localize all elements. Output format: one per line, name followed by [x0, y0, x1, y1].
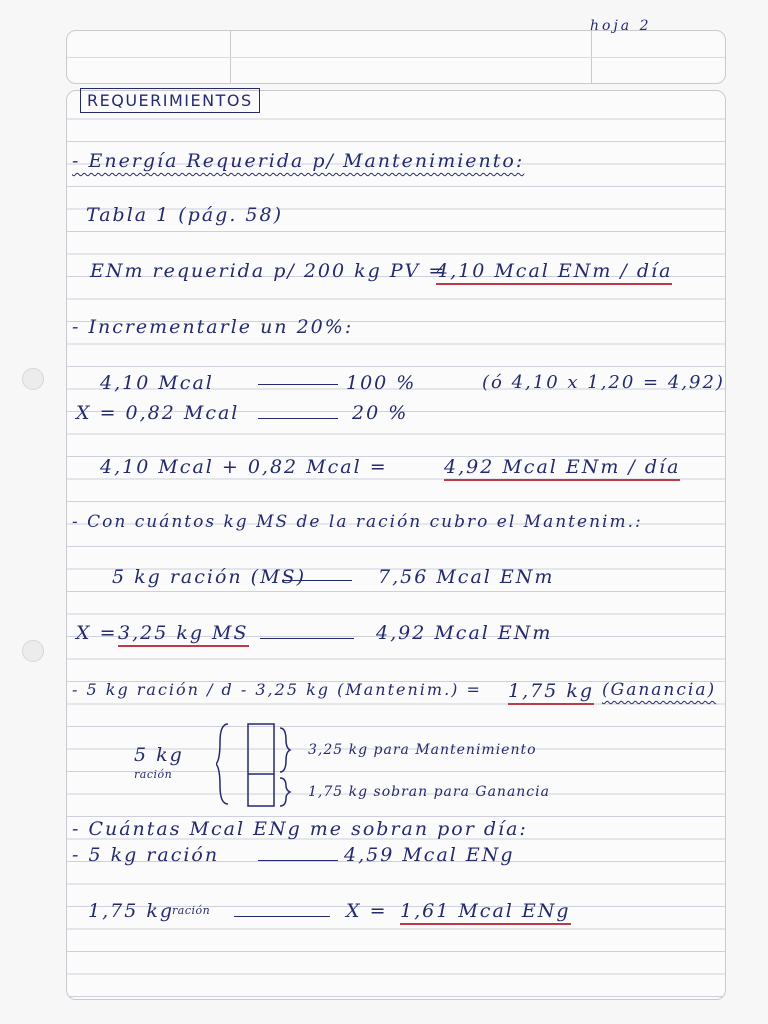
page-title: REQUERIMIENTOS [80, 88, 260, 113]
line-question-eng: - Cuántas Mcal ENg me sobran por día: [72, 818, 528, 840]
line-increment: - Incrementarle un 20%: [72, 316, 354, 338]
line-eng-b-racion: ración [172, 904, 211, 917]
line-rule-a-left: 4,10 Mcal [100, 372, 214, 394]
line-enm-right: 4,10 Mcal ENm / día [436, 260, 672, 282]
line-remainder-left: - 5 kg ración / d - 3,25 kg (Mantenim.) = [72, 680, 482, 699]
header-box [66, 30, 726, 84]
diagram-label-b: ración [134, 768, 173, 781]
rule-dash [234, 916, 330, 917]
rule-dash [260, 638, 354, 639]
line-table-ref: Tabla 1 (pág. 58) [86, 204, 283, 226]
right-brace-bottom [280, 778, 290, 806]
punch-hole [22, 640, 44, 662]
line-enm-left: ENm requerida p/ 200 kg PV = [90, 260, 447, 282]
rule-dash [282, 580, 352, 581]
line-eng-a-left: - 5 kg ración [72, 844, 220, 866]
line-eng-b-x: X = [346, 900, 388, 922]
line-ratio-a-left: 5 kg ración (MS) [112, 566, 306, 588]
line-ratio-b-right: 4,92 Mcal ENm [376, 622, 553, 644]
punch-hole [22, 368, 44, 390]
line-sum-right: 4,92 Mcal ENm / día [444, 456, 680, 478]
ration-bar [248, 724, 274, 806]
line-remainder-paren: (Ganancia) [602, 680, 717, 700]
line-eng-b-kg: 1,75 kg [88, 900, 175, 922]
rule-dash [258, 384, 338, 385]
rule-dash [258, 418, 338, 419]
line-sum-left: 4,10 Mcal + 0,82 Mcal = [100, 456, 388, 478]
line-energy-heading: - Energía Requerida p/ Mantenimiento: [72, 150, 525, 172]
line-ratio-a-right: 7,56 Mcal ENm [378, 566, 555, 588]
line-eng-b-val: 1,61 Mcal ENg [400, 900, 571, 922]
line-rule-a-pct: 100 % [346, 372, 417, 394]
line-rule-note: (ó 4,10 x 1,20 = 4,92) [482, 372, 725, 393]
rule-dash [258, 860, 338, 861]
line-remainder-val: 1,75 kg [508, 680, 594, 702]
line-ratio-b-val: 3,25 kg MS [118, 622, 249, 644]
line-ratio-b-x: X = [76, 622, 118, 644]
line-question-ms: - Con cuántos kg MS de la ración cubro el Mantenim.: [72, 512, 643, 532]
line-rule-b-left: X = 0,82 Mcal [76, 402, 240, 424]
line-rule-b-pct: 20 % [352, 402, 409, 424]
diagram-bottom-text: 1,75 kg sobran para Ganancia [308, 784, 550, 800]
header-rule [67, 57, 725, 58]
diagram-top-text: 3,25 kg para Mantenimiento [308, 742, 537, 758]
page-label: hoja 2 [590, 18, 652, 34]
diagram-label-a: 5 kg [134, 744, 184, 766]
line-eng-a-right: 4,59 Mcal ENg [344, 844, 515, 866]
left-brace [216, 724, 228, 804]
ration-split-diagram [216, 720, 292, 808]
right-brace-top [280, 728, 290, 772]
